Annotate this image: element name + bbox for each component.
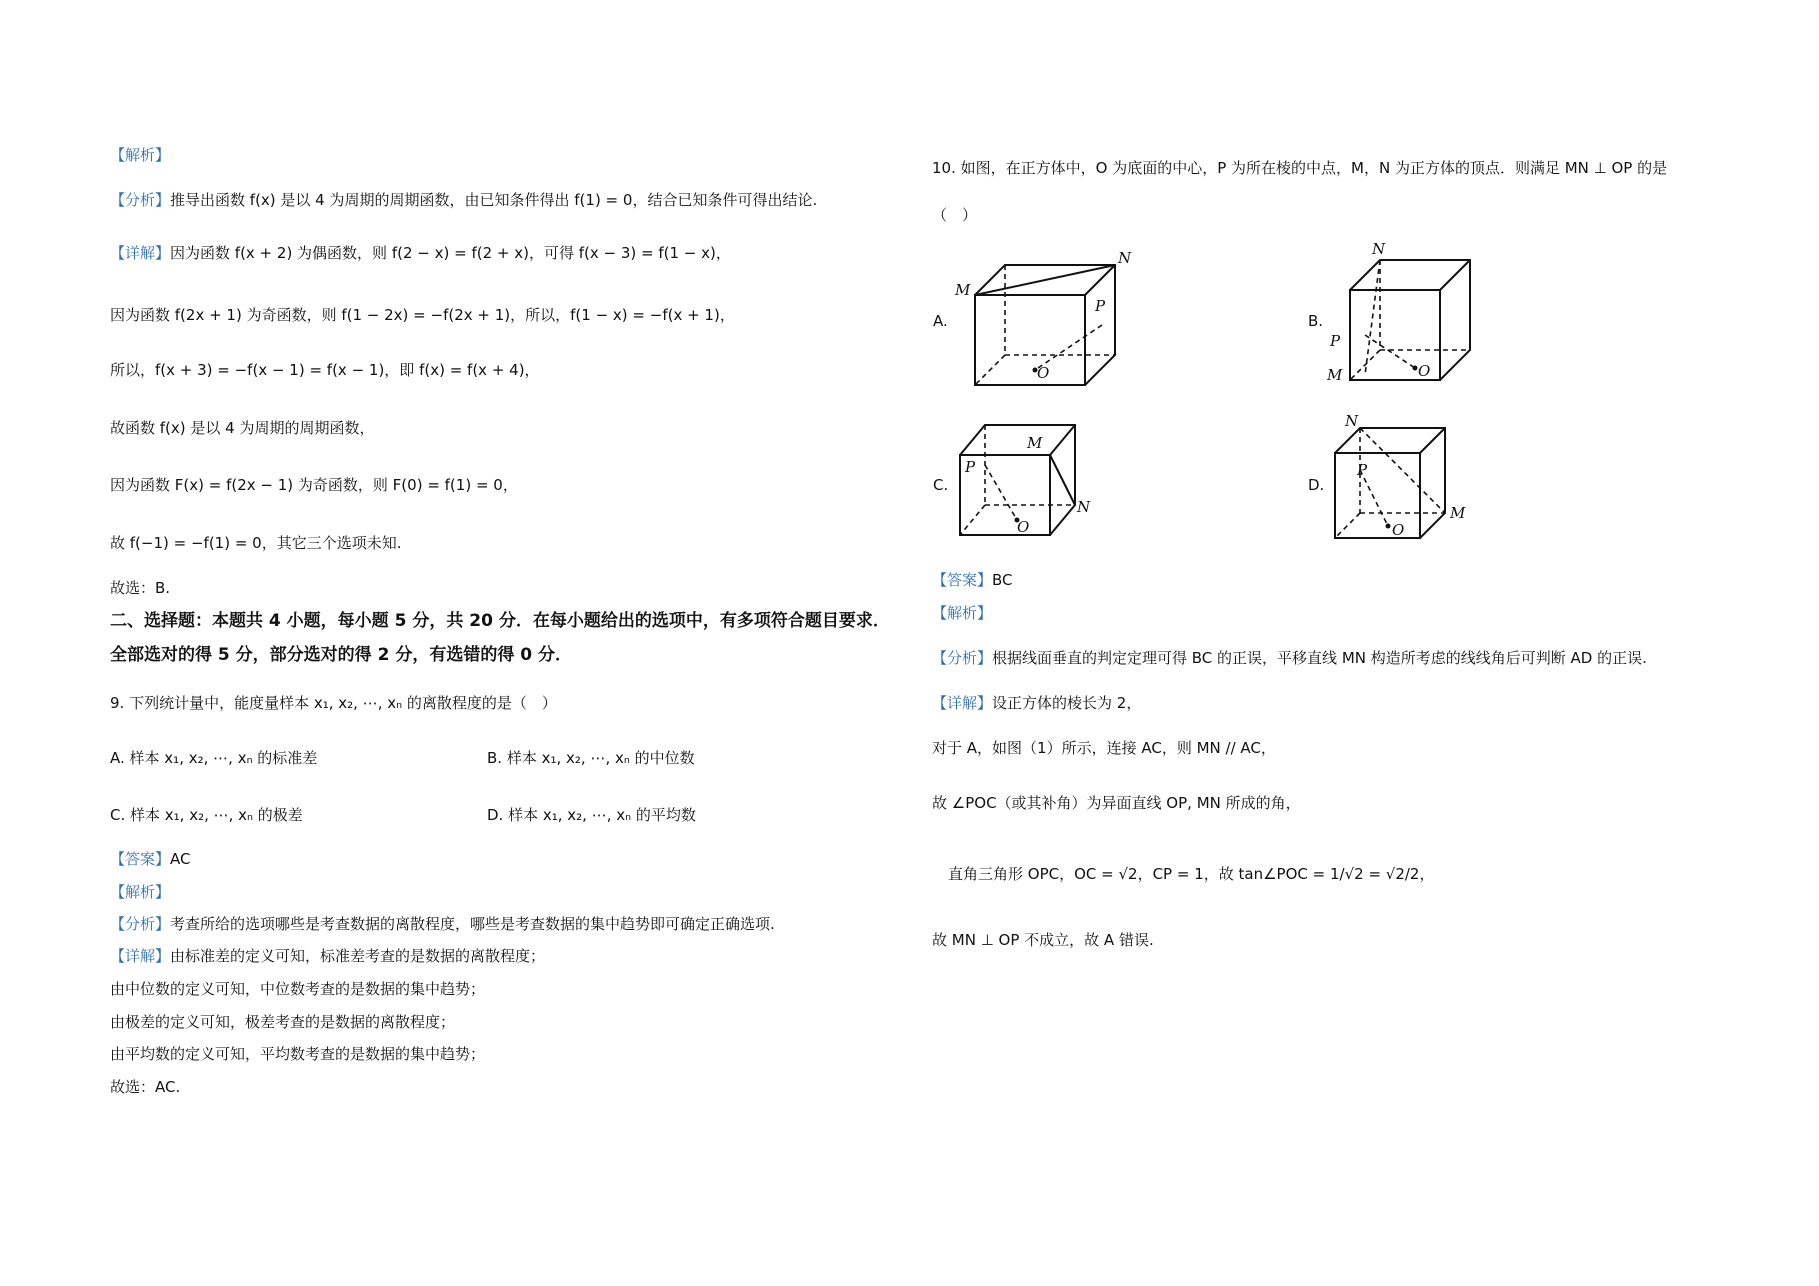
detail-line-5: 因为函数 F(x) = f(2x − 1) 为奇函数，则 F(0) = f(1) = 0， (110, 476, 518, 494)
detail-conclusion: 故选：B. (110, 579, 171, 597)
detail-line-4: 故函数 f(x) 是以 4 为周期的周期函数， (110, 419, 375, 437)
analysis-line-1 (110, 190, 817, 210)
section2-heading-line2: 全部选对的得 5 分，部分选对的得 2 分，有选错的得 0 分． (110, 645, 572, 665)
q10-detail-text-1: 设正方体的棱长为 2， (992, 694, 1142, 712)
fig-b-n: N (1372, 240, 1386, 258)
fig-a-n: N (1118, 249, 1132, 267)
detail-text-1: 因为函数 f(x + 2) 为偶函数，则 f(2 − x) = f(2 + x)，可得 f(x − 3) = f(1 − x)， (170, 244, 731, 262)
cube-figure-a (955, 245, 1132, 395)
q10-xiangjie-tag: 【详解】 (932, 694, 993, 712)
q9-option-d: D. 样本 x₁, x₂, ⋯, xₙ 的平均数 (487, 806, 696, 824)
detail-line-2: 因为函数 f(2x + 1) 为奇函数，则 f(1 − 2x) = −f(2x + 1)，所以，f(1 − x) = −f(x + 1)， (110, 306, 735, 324)
cube-figure-d (1330, 412, 1490, 553)
fig-d-o: O (1392, 521, 1405, 539)
q10-analysis-tag: 【解析】 (932, 604, 993, 622)
q10-answer-value: BC (992, 571, 1013, 589)
question-9-stem: 9. 下列统计量中，能度量样本 x₁, x₂, ⋯, xₙ 的离散程度的是（ ） (110, 694, 557, 712)
fig-b-m: M (1327, 366, 1343, 384)
question-10-paren: （ ） (932, 206, 978, 224)
cube-figure-b (1327, 240, 1490, 390)
q10-detail-line-1 (932, 693, 1141, 713)
question-10-stem: 10. 如图，在正方体中，O 为底面的中心，P 为所在棱的中点，M，N 为正方体的顶点．则满足 MN ⊥ OP 的是 (932, 159, 1668, 177)
fig-c-n: N (1077, 498, 1091, 516)
q10-fenxi-text: 根据线面垂直的判定定理可得 BC 的正误，平移直线 MN 构造所考虑的线线角后可判断 AD 的正误. (992, 649, 1647, 667)
q10-detail-line-2: 对于 A，如图（1）所示，连接 AC，则 MN // AC， (932, 739, 1276, 757)
q9-option-c: C. 样本 x₁, x₂, ⋯, xₙ 的极差 (110, 806, 303, 824)
q10-detail-line-4: 直角三角形 OPC，OC = √2，CP = 1，故 tan∠POC = 1/√2 = √2/2， (948, 865, 1435, 883)
section2-heading-line1: 二、选择题：本题共 4 小题，每小题 5 分，共 20 分．在每小题给出的选项中，有多项符合题目要求． (110, 611, 890, 631)
q9-option-a: A. 样本 x₁, x₂, ⋯, xₙ 的标准差 (110, 749, 318, 767)
fig-c-m: M (1027, 434, 1043, 452)
fenxi-tag: 【分析】 (110, 191, 171, 209)
q10-detail-line-5: 故 MN ⊥ OP 不成立，故 A 错误. (932, 931, 1154, 949)
q9-detail-text-1: 由标准差的定义可知，标准差考查的是数据的离散程度； (170, 947, 546, 965)
q9-conclusion: 故选：AC. (110, 1078, 181, 1096)
analysis-text-1: 推导出函数 f(x) 是以 4 为周期的周期函数，由已知条件得出 f(1) = 0，结合已知条件可得出结论. (170, 191, 818, 209)
fig-a-o: O (1037, 364, 1050, 382)
q9-detail-line-1 (110, 946, 545, 966)
fig-b-o: O (1418, 362, 1431, 380)
q9-fenxi-tag: 【分析】 (110, 915, 171, 933)
q9-answer-value: AC (170, 850, 191, 868)
fig-d-m: M (1450, 504, 1466, 522)
q9-detail-line-2: 由中位数的定义可知，中位数考查的是数据的集中趋势； (110, 980, 486, 998)
q9-answer (110, 849, 191, 869)
q9-detail-line-3: 由极差的定义可知，极差考查的是数据的离散程度； (110, 1013, 456, 1031)
q10-fenxi-line (932, 648, 1647, 668)
fig-c-p: P (965, 458, 976, 476)
fig-a-m: M (955, 281, 971, 299)
fig-a-p: P (1095, 297, 1106, 315)
q9-analysis-tag: 【解析】 (110, 883, 171, 901)
fig-d-label: D. (1308, 476, 1325, 494)
q9-option-b: B. 样本 x₁, x₂, ⋯, xₙ 的中位数 (487, 749, 695, 767)
detail-line-1 (110, 243, 731, 263)
fig-b-label: B. (1308, 312, 1324, 330)
q9-fenxi-line (110, 914, 775, 934)
xiangjie-tag: 【详解】 (110, 244, 171, 262)
fig-c-label: C. (933, 476, 949, 494)
fig-b-p: P (1330, 332, 1341, 350)
detail-line-3: 所以，f(x + 3) = −f(x − 1) = f(x − 1)，即 f(x) = f(x + 4)， (110, 361, 540, 379)
q9-xiangjie-tag: 【详解】 (110, 947, 171, 965)
cube-figure-c (955, 420, 1115, 550)
fig-d-p: P (1357, 461, 1368, 479)
q9-fenxi-text: 考查所给的选项哪些是考查数据的离散程度，哪些是考查数据的集中趋势即可确定正确选项. (170, 915, 775, 933)
q10-answer (932, 570, 1013, 590)
q9-answer-tag: 【答案】 (110, 850, 171, 868)
q10-fenxi-tag: 【分析】 (932, 649, 993, 667)
q10-detail-line-3: 故 ∠POC（或其补角）为异面直线 OP, MN 所成的角， (932, 794, 1301, 812)
fig-a-label: A. (933, 312, 948, 330)
fig-c-o: O (1017, 518, 1030, 536)
fig-d-n: N (1345, 412, 1359, 430)
q10-answer-tag: 【答案】 (932, 571, 993, 589)
detail-line-6: 故 f(−1) = −f(1) = 0，其它三个选项未知. (110, 534, 402, 552)
q9-detail-line-4: 由平均数的定义可知，平均数考查的是数据的集中趋势； (110, 1045, 486, 1063)
analysis-tag: 【解析】 (110, 146, 171, 164)
